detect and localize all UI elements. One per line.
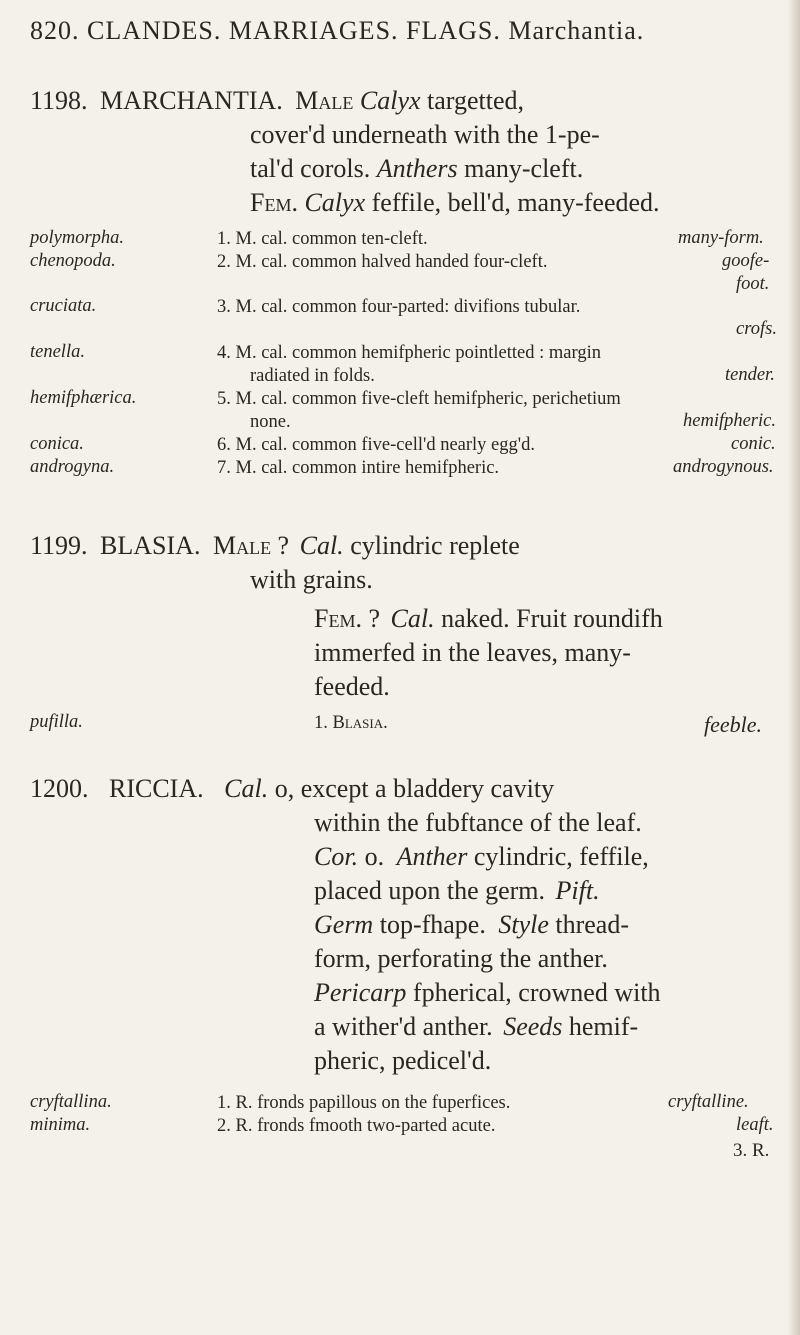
species-latin-name: androgyna. [30, 457, 115, 477]
species-text: Blasia. [332, 713, 388, 733]
species-description [217, 1115, 495, 1138]
species-description [217, 457, 499, 480]
description-line [314, 909, 629, 941]
species-number: 4. [217, 343, 231, 363]
sex-label: Fem. [250, 188, 298, 217]
organ-term: Anther [396, 842, 468, 871]
organ-term: Anthers [376, 154, 458, 183]
species-latin-name: polymorpha. [30, 228, 125, 248]
organ-term: Cor. [314, 842, 359, 871]
species-text: M. cal. common five-cell'd nearly egg'd. [235, 435, 535, 455]
species-text: M. cal. common five-cleft hemifpheric, perichetium [235, 389, 621, 409]
description-line [314, 943, 608, 975]
species-number: 1. [314, 713, 328, 733]
species-description [217, 388, 621, 411]
species-latin-name: conica. [30, 434, 84, 454]
page-edge [788, 0, 800, 1335]
species-text: M. cal. common ten-cleft. [235, 229, 428, 249]
organ-term: Germ [314, 910, 374, 939]
description-text: feffile, bell'd, many-feeded. [371, 188, 660, 217]
description-line [314, 637, 631, 669]
species-description [217, 342, 601, 365]
description-line [314, 603, 663, 635]
description-line [250, 153, 583, 185]
species-latin-name: cruciata. [30, 296, 97, 316]
species-number: 1. [217, 1093, 231, 1113]
species-number: 6. [217, 435, 231, 455]
species-number: 1. [217, 229, 231, 249]
description-text: with grains. [250, 565, 373, 594]
entry-heading [30, 530, 520, 562]
entry-number: 1199. [30, 531, 88, 560]
organ-term: Calyx [304, 188, 366, 217]
species-latin-name: hemifphærica. [30, 388, 137, 408]
species-text: M. cal. common hemifpheric pointletted : margin [235, 343, 601, 363]
species-description-cont: none. [250, 412, 291, 432]
organ-term: Calyx [359, 86, 421, 115]
description-line [250, 564, 373, 596]
description-text: many-cleft. [464, 154, 584, 183]
species-text: M. cal. common halved handed four-cleft. [235, 252, 548, 272]
species-text: M. cal. common four-parted: divifions tubular. [235, 297, 581, 317]
description-text: naked. Fruit roundifh [441, 604, 663, 633]
description-text: tal'd corols. [250, 154, 371, 183]
sex-label: Fem. ? [314, 604, 380, 633]
species-english-name: tender. [725, 365, 775, 385]
description-text: cylindric, feffile, [473, 842, 649, 871]
description-text: within the fubftance of the leaf. [314, 808, 642, 837]
entry-heading [30, 85, 524, 117]
organ-term: Cal. [390, 604, 435, 633]
species-english-name: cryftalline. [668, 1092, 749, 1112]
species-description [217, 228, 428, 251]
entry-genus: BLASIA. [100, 531, 201, 560]
sex-label: Male [295, 86, 354, 115]
description-line [314, 807, 642, 839]
description-text: o. [364, 842, 385, 871]
species-number: 2. [217, 1116, 231, 1136]
species-english-name: androgynous. [673, 457, 774, 477]
description-text: fpherical, crowned with [412, 978, 661, 1007]
description-line [314, 1011, 638, 1043]
entry-genus: RICCIA. [109, 774, 204, 803]
species-text: R. fronds papillous on the fuperfices. [235, 1093, 511, 1113]
species-number: 5. [217, 389, 231, 409]
organ-term: Pift. [555, 876, 600, 905]
description-text: targetted, [427, 86, 525, 115]
entry-heading [30, 773, 554, 805]
species-description [217, 434, 535, 457]
description-text: form, perforating the anther. [314, 944, 608, 973]
species-latin-name: chenopoda. [30, 251, 116, 271]
species-latin-name: pufilla. [30, 712, 83, 732]
species-description [314, 712, 388, 735]
description-text: thread- [555, 910, 629, 939]
species-number: 7. [217, 458, 231, 478]
species-english-name: leaft. [736, 1115, 774, 1135]
description-line [314, 671, 390, 703]
organ-term: Style [498, 910, 549, 939]
description-line [314, 875, 600, 907]
description-text: feeded. [314, 672, 390, 701]
species-english-name: feeble. [704, 712, 763, 737]
description-text: pheric, pedicel'd. [314, 1046, 492, 1075]
species-latin-name: tenella. [30, 342, 85, 362]
species-english-name: many-form. [678, 228, 764, 248]
species-description-cont: radiated in folds. [250, 366, 375, 386]
species-english-name-cont: foot. [736, 274, 770, 294]
organ-term: Pericarp [314, 978, 407, 1007]
species-description [217, 251, 547, 274]
species-english-name: goofe- [722, 251, 770, 271]
description-text: placed upon the germ. [314, 876, 546, 905]
entry-number: 1198. [30, 86, 88, 115]
description-line [314, 1045, 491, 1077]
description-line [250, 187, 660, 219]
catchword: 3. R. [733, 1140, 770, 1161]
description-line [250, 119, 600, 151]
description-text: o, except a bladdery cavity [274, 774, 555, 803]
description-text: immerfed in the leaves, many- [314, 638, 631, 667]
organ-term: Cal. [224, 774, 269, 803]
species-number: 3. [217, 297, 231, 317]
organ-term: Seeds [503, 1012, 563, 1041]
species-description [217, 1092, 510, 1115]
description-text: a wither'd anther. [314, 1012, 493, 1041]
description-text: cover'd underneath with the 1-pe- [250, 120, 600, 149]
species-english-name: conic. [731, 434, 776, 454]
species-description [217, 296, 580, 319]
running-header [30, 16, 644, 46]
organ-term: Cal. [299, 531, 344, 560]
species-number: 2. [217, 252, 231, 272]
page-number: 820. [30, 16, 80, 45]
description-line [314, 977, 661, 1009]
description-text: cylindric replete [350, 531, 520, 560]
description-text: top-fhape. [379, 910, 486, 939]
species-english-name: crofs. [736, 319, 777, 339]
species-text: M. cal. common intire hemifpheric. [235, 458, 500, 478]
species-latin-name: minima. [30, 1115, 91, 1135]
sex-label: Male ? [212, 531, 290, 560]
species-latin-name: cryftallina. [30, 1092, 112, 1112]
entry-genus: MARCHANTIA. [100, 86, 283, 115]
description-line [314, 841, 649, 873]
species-text: R. fronds fmooth two-parted acute. [235, 1116, 496, 1136]
description-text: hemif- [568, 1012, 639, 1041]
entry-number: 1200. [30, 774, 89, 803]
running-title: CLANDES. MARRIAGES. FLAGS. [87, 16, 501, 45]
species-english-name: hemifpheric. [683, 411, 776, 431]
header-genus: Marchantia. [508, 16, 645, 45]
